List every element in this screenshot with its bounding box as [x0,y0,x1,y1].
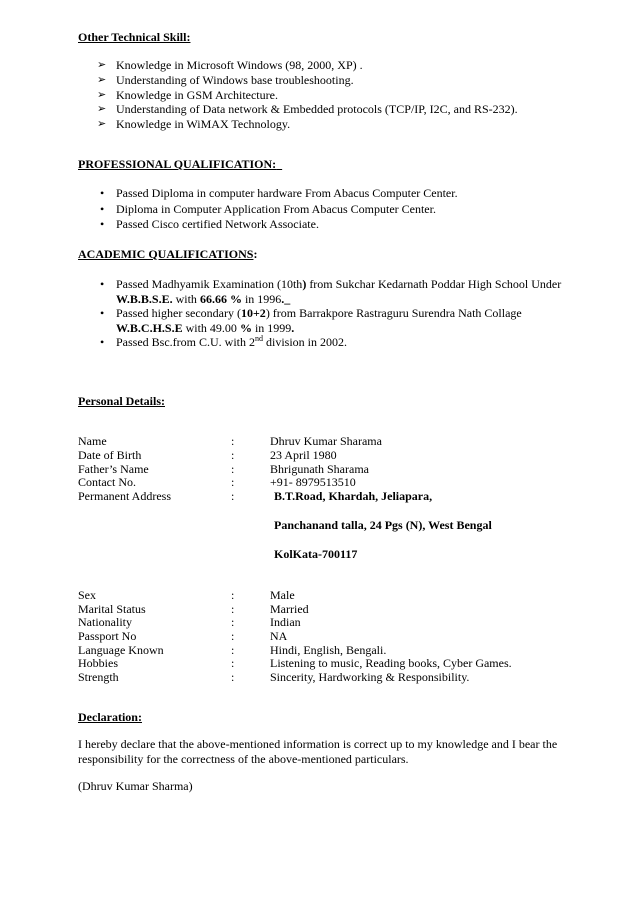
arrow-bullet-icon: ➢ [97,59,107,71]
strength-label: Strength [78,670,119,684]
nationality-label: Nationality [78,615,132,629]
address-line-3: KolKata-700117 [274,547,358,561]
colon: : [231,656,235,670]
colon: : [231,475,235,489]
declaration-heading: Declaration: [78,710,142,724]
dob-label: Date of Birth [78,448,142,462]
name-value: Dhruv Kumar Sharama [270,434,382,448]
professional-item: Passed Diploma in computer hardware From Abacus Computer Center. [116,186,458,200]
contact-value: +91- 8979513510 [270,475,356,489]
passport-value: NA [270,629,288,643]
address-label: Permanent Address [78,489,171,503]
academic-qualifications-heading: ACADEMIC QUALIFICATIONS: [78,247,258,261]
hobbies-label: Hobbies [78,656,118,670]
academic-item-2-line-2: W.B.C.H.S.E with 49.00 % in 1999. [116,321,295,335]
academic-item-3: Passed Bsc.from C.U. with 2nd division in 2002. [116,334,348,349]
dob-value: 23 April 1980 [270,448,337,462]
professional-qualification-heading: PROFESSIONAL QUALIFICATION: [78,157,277,171]
contact-label: Contact No. [78,475,136,489]
dot-bullet-icon: • [100,335,105,349]
academic-item-1-line-2: W.B.B.S.E. with 66.66 % in 1996._ [116,292,291,306]
colon: : [231,643,235,657]
colon: : [231,434,235,448]
passport-label: Passport No [78,629,137,643]
professional-item: Passed Cisco certified Network Associate. [116,217,319,231]
father-name-value: Bhrigunath Sharama [270,462,369,476]
language-label: Language Known [78,643,164,657]
colon: : [231,462,235,476]
tech-item: Understanding of Data network & Embedded protocols (TCP/IP, I2C, and RS-232). [116,102,518,116]
arrow-bullet-icon: ➢ [97,74,107,86]
hobbies-value: Listening to music, Reading books, Cyber Games. [270,656,512,670]
personal-details-heading: Personal Details: [78,394,165,408]
arrow-bullet-icon: ➢ [97,89,107,101]
tech-item: Understanding of Windows base troubleshooting. [116,73,354,87]
academic-item-2-line-1: Passed higher secondary (10+2) from Barrakpore Rastraguru Surendra Nath Collage [116,306,522,320]
language-value: Hindi, English, Bengali. [270,643,387,657]
sex-label: Sex [78,588,96,602]
dot-bullet-icon: • [100,186,105,200]
dot-bullet-icon: • [100,306,105,320]
marital-status-value: Married [270,602,309,616]
dot-bullet-icon: • [100,202,105,216]
tech-item: Knowledge in Microsoft Windows (98, 2000, XP) . [116,58,363,72]
professional-item: Diploma in Computer Application From Abacus Computer Center. [116,202,436,216]
address-line-1: B.T.Road, Khardah, Jeliapara, [274,489,433,503]
arrow-bullet-icon: ➢ [97,118,107,130]
tech-item: Knowledge in WiMAX Technology. [116,117,291,131]
colon: : [231,629,235,643]
colon: : [231,448,235,462]
father-name-label: Father’s Name [78,462,149,476]
address-line-2: Panchanand talla, 24 Pgs (N), West Bengal [274,518,492,532]
nationality-value: Indian [270,615,301,629]
arrow-bullet-icon: ➢ [97,103,107,115]
dot-bullet-icon: • [100,277,105,291]
colon: : [231,489,235,503]
colon: : [231,602,235,616]
dot-bullet-icon: • [100,217,105,231]
name-label: Name [78,434,107,448]
strength-value: Sincerity, Hardworking & Responsibility. [270,670,470,684]
academic-item-1-line-1: Passed Madhyamik Examination (10th) from Sukchar Kedarnath Poddar High School Under [116,277,562,291]
tech-item: Knowledge in GSM Architecture. [116,88,278,102]
signature: (Dhruv Kumar Sharma) [78,779,193,793]
colon: : [231,588,235,602]
sex-value: Male [270,588,295,602]
colon: : [231,670,235,684]
technical-skill-heading: Other Technical Skill: [78,30,191,44]
declaration-text: I hereby declare that the above-mentioned information is correct up to my knowledge and I bear the responsibility for the correctness of the above-mentioned particulars. [78,737,558,766]
colon: : [231,615,235,629]
marital-status-label: Marital Status [78,602,146,616]
